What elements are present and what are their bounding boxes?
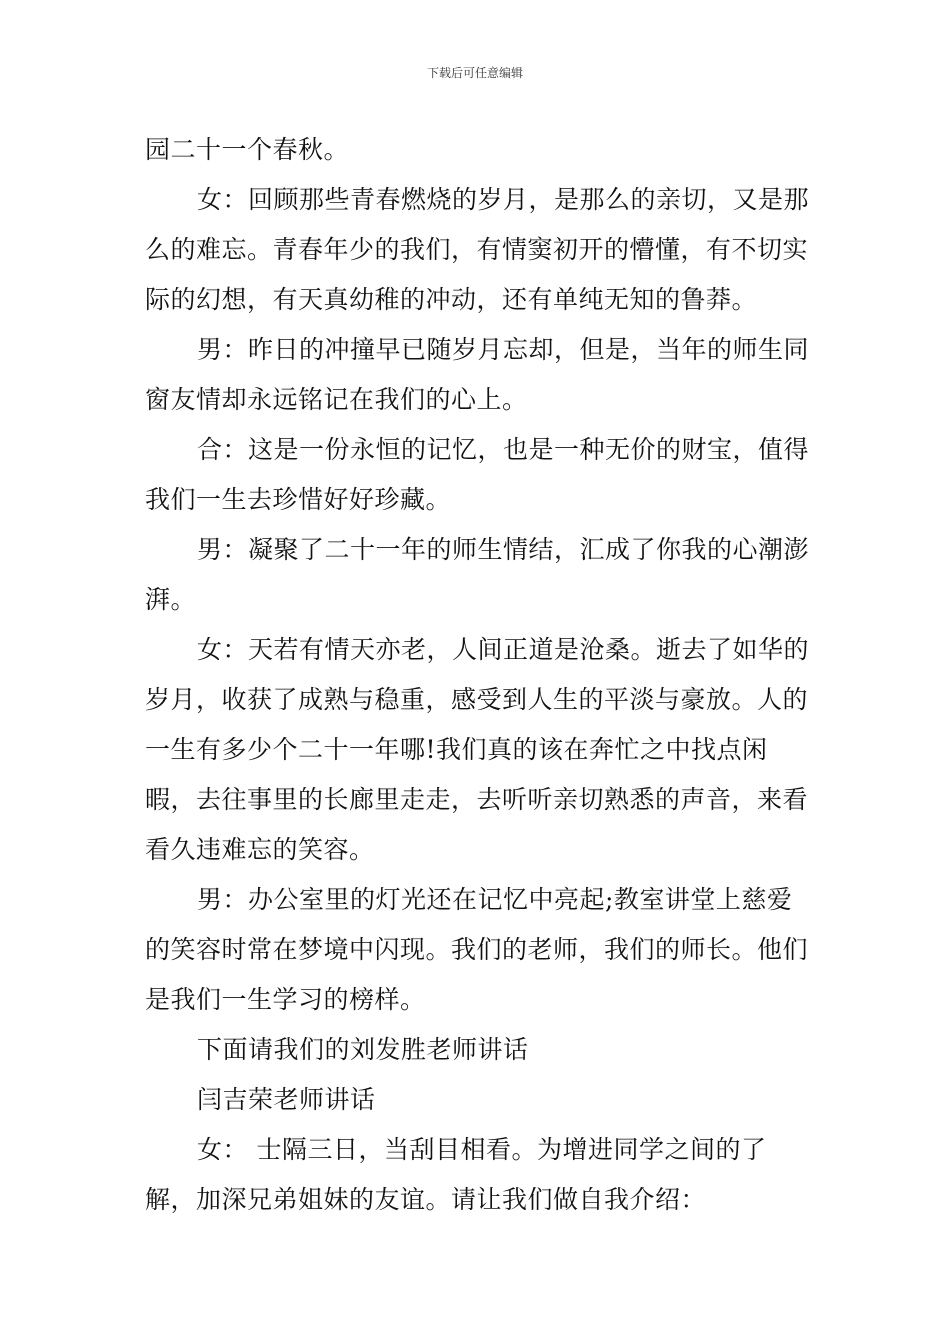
paragraph: 女：回顾那些青春燃烧的岁月，是那么的亲切，又是那么的难忘。青春年少的我们，有情窦初开的懵懂，有不切实际的幻想，有天真幼稚的冲动，还有单纯无知的鲁莽。 bbox=[145, 185, 810, 314]
paragraph: 女：天若有情天亦老，人间正道是沧桑。逝去了如华的岁月，收获了成熟与稳重，感受到人生的平淡与豪放。人的一生有多少个二十一年哪!我们真的该在奔忙之中找点闲暇，去往事里的长廊里走走，去听听亲切熟悉的声音，来看看久违难忘的笑容。 bbox=[145, 635, 810, 864]
paragraph: 男：凝聚了二十一年的师生情结，汇成了你我的心潮澎湃。 bbox=[145, 535, 810, 614]
paragraph: 下面请我们的刘发胜老师讲话 bbox=[197, 1035, 529, 1064]
paragraph: 园二十一个春秋。 bbox=[145, 135, 350, 164]
header-note: 下载后可任意编辑 bbox=[426, 66, 523, 80]
paragraph: 男：昨日的冲撞早已随岁月忘却，但是，当年的师生同窗友情却永远铭记在我们的心上。 bbox=[145, 335, 810, 414]
paragraph: 合：这是一份永恒的记忆，也是一种无价的财宝，值得我们一生去珍惜好好珍藏。 bbox=[145, 435, 810, 514]
paragraph: 女： 士隔三日，当刮目相看。为增进同学之间的了解，加深兄弟姐妹的友谊。请让我们做自我介绍： bbox=[145, 1135, 767, 1214]
document-body bbox=[145, 125, 815, 1225]
paragraph: 闫吉荣老师讲话 bbox=[197, 1085, 376, 1114]
paragraph: 男：办公室里的灯光还在记忆中亮起;教室讲堂上慈爱的笑容时常在梦境中闪现。我们的老师，我们的师长。他们是我们一生学习的榜样。 bbox=[145, 885, 809, 1014]
